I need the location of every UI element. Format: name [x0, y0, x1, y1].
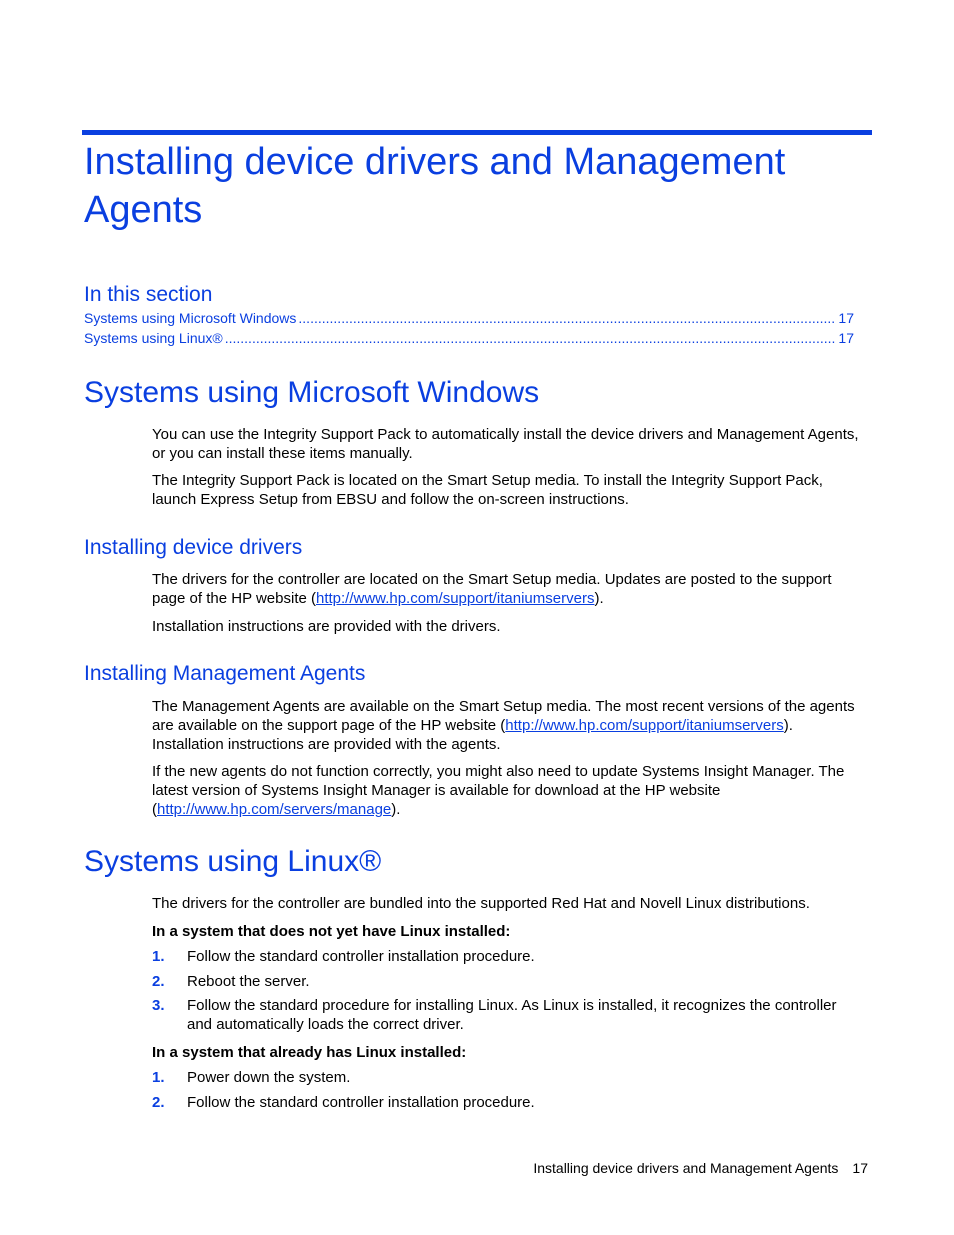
- case1-heading: In a system that does not yet have Linux installed:: [152, 923, 511, 940]
- toc-item-linux[interactable]: [84, 330, 854, 350]
- windows-heading: Systems using Microsoft Windows: [84, 376, 540, 409]
- toc-leader-dots: [298, 310, 836, 326]
- case2-heading: In a system that already has Linux installed:: [152, 1044, 467, 1061]
- step-text: Follow the standard controller installation procedure.: [187, 948, 535, 965]
- step-number: 1.: [152, 948, 165, 965]
- windows-paragraph-1: You can use the Integrity Support Pack to automatically install the device drivers and Management Agents, or you can install these items manually.: [152, 426, 859, 462]
- drivers-paragraph-2: Installation instructions are provided with the drivers.: [152, 618, 501, 635]
- linux-intro: The drivers for the controller are bundled into the supported Red Hat and Novell Linux distributions.: [152, 895, 810, 912]
- chapter-rule: [82, 130, 872, 135]
- chapter-title: Installing device drivers and Management Agents: [84, 141, 786, 231]
- list-item: [152, 1093, 864, 1112]
- toc-leader-dots: [225, 330, 837, 346]
- list-item: [152, 972, 864, 991]
- windows-paragraph-2: The Integrity Support Pack is located on the Smart Setup media. To install the Integrity Support Pack, launch Express Setup from EBSU and follow the on-screen instructions.: [152, 472, 823, 508]
- step-text: Follow the standard controller installation procedure.: [187, 1094, 535, 1111]
- toc-item-label[interactable]: Systems using Microsoft Windows: [84, 310, 297, 326]
- toc-item-windows[interactable]: [84, 310, 854, 330]
- section-toc: [84, 310, 854, 350]
- agents-text-2: If the new agents do not function correctly, you might also need to update Systems Insight Manager. The latest version of Systems Insight Manager is available for download at the HP website (: [152, 763, 845, 818]
- page-footer: [533, 1159, 868, 1177]
- step-text: Follow the standard procedure for installing Linux. As Linux is installed, it recognizes the controller and automatically loads the correct driver.: [187, 997, 837, 1033]
- step-text: Power down the system.: [187, 1069, 351, 1086]
- agents-text-2-end: ).: [391, 801, 401, 818]
- footer-title: Installing device drivers and Management Agents: [533, 1160, 839, 1176]
- drivers-text: The drivers for the controller are located on the Smart Setup media. Updates are posted to the support page of the HP website (: [152, 571, 832, 607]
- step-number: 3.: [152, 997, 165, 1014]
- agents-paragraph-1: [152, 697, 864, 754]
- step-text: Reboot the server.: [187, 973, 310, 990]
- list-item: [152, 947, 864, 966]
- linux-heading: Systems using Linux®: [84, 845, 382, 878]
- toc-item-page[interactable]: 17: [838, 330, 854, 346]
- agents-text: The Management Agents are available on the Smart Setup media. The most recent versions of the agents are available on the support page of the HP website (: [152, 698, 855, 734]
- hp-manage-link[interactable]: http://www.hp.com/servers/manage: [157, 801, 392, 818]
- step-number: 1.: [152, 1069, 165, 1086]
- page-number: 17: [852, 1160, 868, 1176]
- hp-support-link[interactable]: http://www.hp.com/support/itaniumservers: [505, 717, 784, 734]
- list-item: [152, 996, 864, 1034]
- agents-heading: Installing Management Agents: [84, 662, 366, 685]
- drivers-heading: Installing device drivers: [84, 536, 303, 559]
- hp-support-link[interactable]: http://www.hp.com/support/itaniumservers: [316, 590, 595, 607]
- agents-paragraph-2: [152, 762, 864, 819]
- toc-item-page[interactable]: 17: [838, 310, 854, 326]
- in-this-section-heading: In this section: [84, 283, 213, 306]
- drivers-text-end: ).: [594, 590, 604, 607]
- step-number: 2.: [152, 1094, 165, 1111]
- drivers-paragraph-1: [152, 570, 864, 608]
- agents-text-end: ). Installation instructions are provided with the agents.: [152, 717, 793, 753]
- list-item: [152, 1068, 864, 1087]
- step-number: 2.: [152, 973, 165, 990]
- toc-item-label[interactable]: Systems using Linux®: [84, 330, 223, 346]
